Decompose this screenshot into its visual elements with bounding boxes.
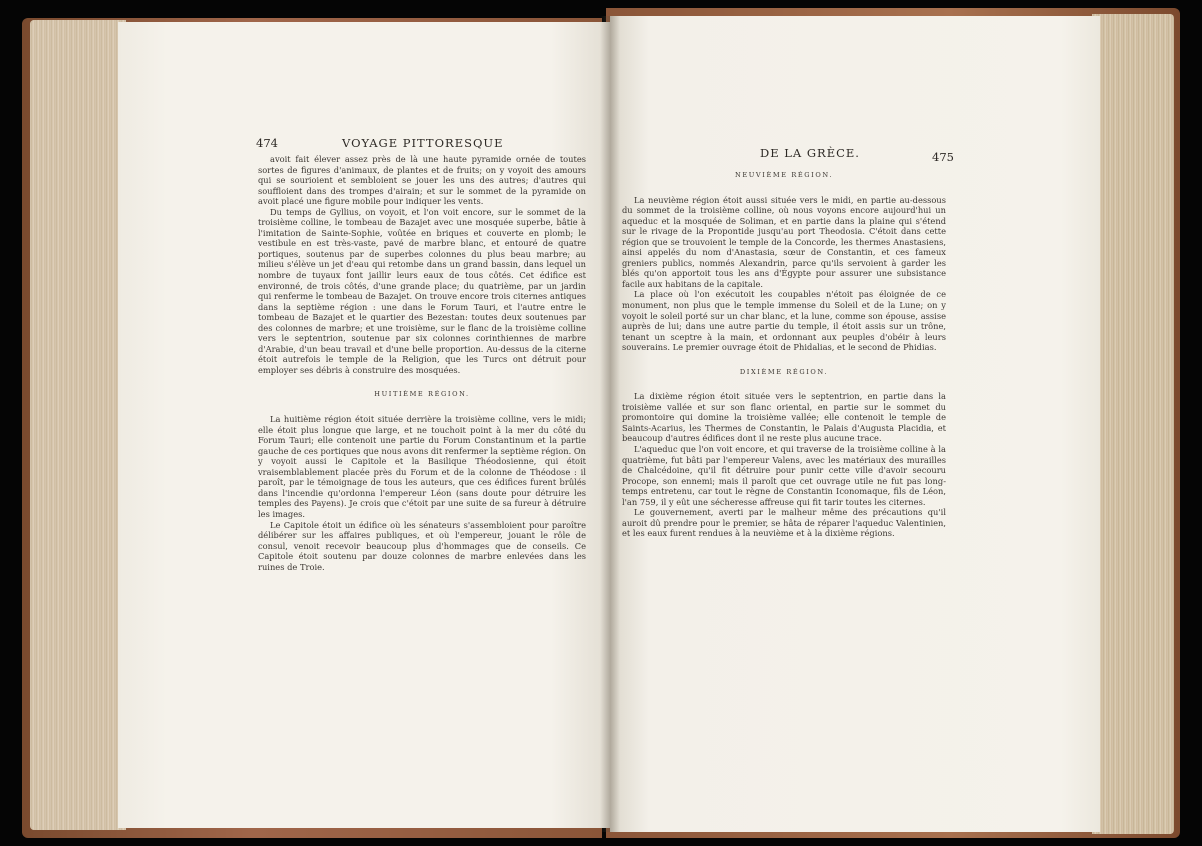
left-page — [118, 22, 610, 828]
paragraph: Du temps de Gyllius, on voyoit, et l'on voit encore, sur le sommet de la troisième colline, le tombeau de Bazajet avec une mosquée superbe, bâtie à l'imitation de Sainte-Sophie, voûtée en briques et couverte en plomb; le vestibule en est très-vaste, pavé de marbre blanc, et entouré de quatre portiques, soutenus par de superbes colonnes du plus beau marbre; au milieu s'élève un jet d'eau qui retombe dans un grand bassin, dans lequel un nombre de tuyaux font jaillir leurs eaux de tous côtés. Cet édifice est environné, de trois côtés, d'une grande place; du quatrième, par un jardin qui renferme le tombeau de Bazajet. On trouve encore trois citernes antiques dans la septième région : une dans le Forum Tauri, et l'autre entre le tombeau de Bazajet et le quartier des Bezestan: toutes deux soutenues par des colonnes de marbre; et une troisième, sur le flanc de la troisième colline vers le septentrion, soutenue par six colonnes corinthiennes de marbre d'Arabie, d'un beau travail et d'une belle proportion. Au-dessus de la citerne étoit autrefois le temple de la Religion, que les Turcs ont détruit pour employer ses débris à construire des mosquées. — [258, 206, 586, 375]
right-page-number: 475 — [932, 150, 954, 164]
right-running-head: DE LA GRÈCE. — [760, 146, 860, 160]
section-heading: NEUVIÈME RÉGION. — [734, 171, 834, 179]
page-edges-left — [30, 20, 126, 830]
book-gutter — [600, 16, 620, 832]
left-page-number: 474 — [256, 136, 278, 150]
paragraph: La place où l'on exécutoit les coupables n'étoit pas éloignée de ce monument, non plus que le temple immense du Soleil et de la Lune; on y voyoit le soleil porté sur un char blanc, et la lune, comme son épouse, assise auprès de lui; dans une autre partie du temple, il étoit assis sur un trône, tenant un sceptre à la main, et ordonnant aux peuples d'obéir à leurs souverains. Le premier ouvrage étoit de Phidalias, et le second de Phidias. — [622, 289, 946, 353]
paragraph: La neuvième région étoit aussi située vers le midi, en partie au-dessous du sommet de la troisième colline, où nous voyons encore aujourd'hui un aqueduc et la mosquée de Soliman, et en partie dans la plaine qui s'étend sur le rivage de la Propontide jusqu'au port Theodosia. C'étoit dans cette région que se trouvoient le temple de la Concorde, les thermes Anastasiens, ainsi appelés du nom d'Anastasia, sœur de Constantin, et ces fameux greniers publics, nommés Alexandrin, parce qu'ils servoient à garder les blés qu'on apportoit tous les ans d'Égypte pour assurer une subsistance facile aux habitans de la capitale. — [622, 194, 946, 289]
paragraph: avoit fait élever assez près de là une haute pyramide ornée de toutes sortes de figures d'animaux, de plantes et de fruits; on y voyoit des amours qui se sourioient et sembloient se jouer les uns des autres; d'autres qui souffloient dans des trompes d'airain; et sur le sommet de la pyramide on avoit placé une figure mobile pour indiquer les vents. — [258, 154, 586, 207]
paragraph: La huitième région étoit située derrière la troisième colline, vers le midi; elle étoit plus longue que large, et ne touchoit point à la mer du côté du Forum Tauri; elle contenoit une partie du Forum Constantinum et la partie gauche de ces portiques que nous avons dit renfermer la septième région. On y voyoit aussi le Capitole et la Basilique Théodosienne, qui étoit vraisemblablement placée près du Forum et de la colonne de Théodose : il paroît, par le témoignage de tous les auteurs, que ces édifices furent brûlés dans l'incendie qu'ordonna l'empereur Léon (sans doute pour détruire les temples des Payens). Je crois que c'étoit par une suite de sa fureur à détruire les images. — [258, 414, 586, 519]
right-page — [610, 16, 1100, 832]
left-running-head: VOYAGE PITTORESQUE — [342, 136, 504, 150]
paragraph: La dixième région étoit située vers le septentrion, en partie dans la troisième vallée et sur son flanc oriental, en partie sur le sommet du promontoire qui domine la troisième vallée; elle contenoit le temple de Saints-Acarius, les Thermes de Constantin, le Palais d'Augusta Placidia, et beaucoup d'autres édifices dont il ne reste plus aucune trace. — [622, 391, 946, 444]
section-heading: DIXIÈME RÉGION. — [739, 367, 829, 376]
section-heading: HUITIÈME RÉGION. — [374, 390, 470, 399]
paragraph: Le gouvernement, averti par le malheur même des précautions qu'il auroit dû prendre pour le premier, se hâta de réparer l'aqueduc Valentinien, et les eaux furent rendues à la neuvième et à la dixième régions. — [622, 507, 946, 539]
left-page-text — [258, 154, 586, 572]
paragraph: L'aqueduc que l'on voit encore, et qui traverse de la troisième colline à la quatrième, fut bâti par l'empereur Valens, avec les matériaux des murailles de Chalcédoine, qu'il fit détruire pour punir cette ville d'avoir secouru Procope, son ennemi; mais il paroît que cet ouvrage utile ne fut pas long-temps entretenu, car tout le règne de Constantin Iconomaque, fils de Léon, l'an 759, il y eût une sécheresse affreuse qui fit tarir toutes les citernes. — [622, 444, 946, 507]
paragraph: Le Capitole étoit un édifice où les sénateurs s'assembloient pour paroître délibérer sur les affaires publiques, et où l'empereur, jouant le rôle de consul, venoit recevoir beaucoup plus d'hommages que de conseils. Ce Capitole étoit soutenu par douze colonnes de marbre enlevées dans les ruines de Troie. — [258, 519, 586, 572]
page-edges-right — [1092, 14, 1174, 834]
right-page-text — [622, 170, 946, 539]
